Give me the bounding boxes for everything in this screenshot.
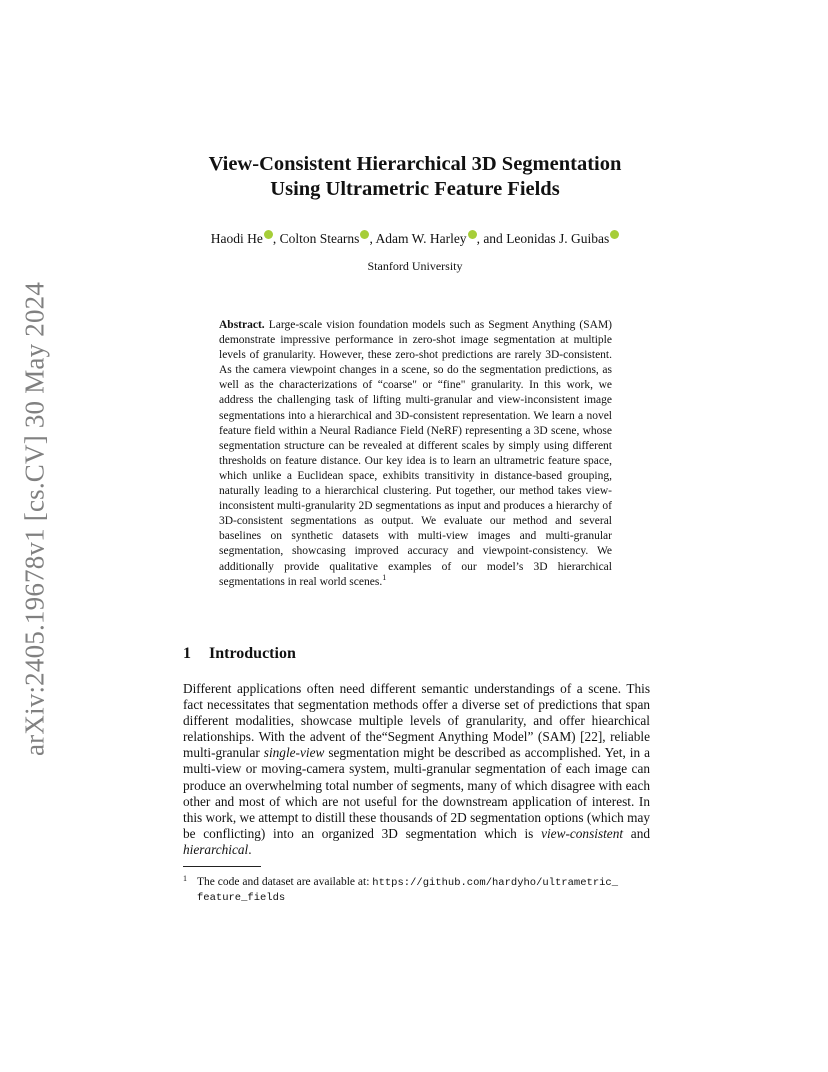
intro-text: Different applications often need different semantic understandings of a scene. This fact necessitates that segmentation methods offer a diverse set of predictions that span different modalities, showcase multiple levels of granularity, and offer hiearchical relationships. With the advent of the“Segment Anything Model” (SAM) [22], reliable multi-granular (183, 681, 650, 761)
paper-title (150, 152, 680, 202)
author-name: Leonidas J. Guibas (506, 231, 610, 246)
title-line-1: View-Consistent Hierarchical 3D Segmentation (208, 153, 622, 175)
arxiv-identifier: arXiv:2405.19678v1 [cs.CV] 30 May 2024 (19, 281, 50, 757)
section-heading (183, 644, 643, 664)
intro-text: . (248, 841, 252, 857)
footnote-text: The code and dataset are available at: (197, 876, 373, 888)
intro-text: and (623, 825, 650, 841)
intro-emphasis: single-view (263, 745, 325, 761)
intro-emphasis: view-consistent (541, 825, 624, 841)
author-name: Haodi He (210, 231, 263, 246)
author-separator: , and (476, 231, 507, 246)
code-url-link-continued[interactable]: feature_fields (197, 892, 286, 904)
author-name: Adam W. Harley (375, 231, 467, 246)
author-name: Colton Stearns (279, 231, 360, 246)
abstract (219, 318, 612, 590)
affiliation: Stanford University (367, 259, 463, 273)
orcid-icon[interactable] (610, 230, 619, 239)
author-separator: , (369, 231, 376, 246)
title-line-2: Using Ultrametric Feature Fields (270, 178, 560, 200)
intro-emphasis: hierarchical (183, 841, 249, 857)
intro-paragraph (183, 681, 650, 858)
author-separator: , (272, 231, 280, 246)
section-title: Introduction (209, 645, 296, 662)
abstract-label: Abstract. (219, 319, 265, 331)
orcid-icon[interactable] (264, 230, 273, 239)
footnote-number: 1 (183, 874, 187, 883)
abstract-text: Large-scale vision foundation models such as Segment Anything (SAM) demonstrate impressive performance in zero-shot image segmentation at multiple levels of granularity. However, these zero-shot predictions are rarely 3D-consistent. As the camera viewpoint changes in a scene, so do the segmentation predictions, as well as the characterizations of “coarse" or “fine" granularity. In this work, we address the challenging task of lifting multi-granular and view-inconsistent image segmentations into a hierarchical and 3D-consistent representation. We learn a novel feature field within a Neural Radiance Field (NeRF) representing a 3D scene, whose segmentation structure can be revealed at different scales by simply using different thresholds on feature distance. Our key idea is to learn an ultrametric feature space, which unlike a Euclidean space, exhibits transitivity in distance-based grouping, naturally leading to a hierarchical clustering. Put together, our method takes view-inconsistent multi-granularity 2D segmentations as input and produces a hierarchy of 3D-consistent segmentations as output. We evaluate our method and several baselines on synthetic datasets with multi-view images and multi-granular segmentation, showcasing improved accuracy and viewpoint-consistency. We additionally provide qualitative examples of our model’s 3D hierarchical segmentations in real world scenes. (219, 319, 612, 588)
section-number: 1 (183, 645, 191, 662)
footnote (183, 871, 653, 906)
footnote-mark[interactable]: 1 (382, 572, 387, 582)
footnote-divider (183, 866, 261, 867)
intro-text: segmentation might be described as accomplished. Yet, in a multi-view or moving-camera system, multi-granular segmentation of each image can produce an overwhelming total number of segments, many of which disagree with each other and most of which are not useful for the downstream application of interest. In this work, we attempt to distill these thousands of 2D segmentation options (which may be conflicting) into an organized 3D segmentation which is (183, 745, 650, 841)
author-list (120, 230, 710, 248)
code-url-link[interactable]: https://github.com/hardyho/ultrametric_ (372, 877, 619, 889)
orcid-icon[interactable] (468, 230, 477, 239)
